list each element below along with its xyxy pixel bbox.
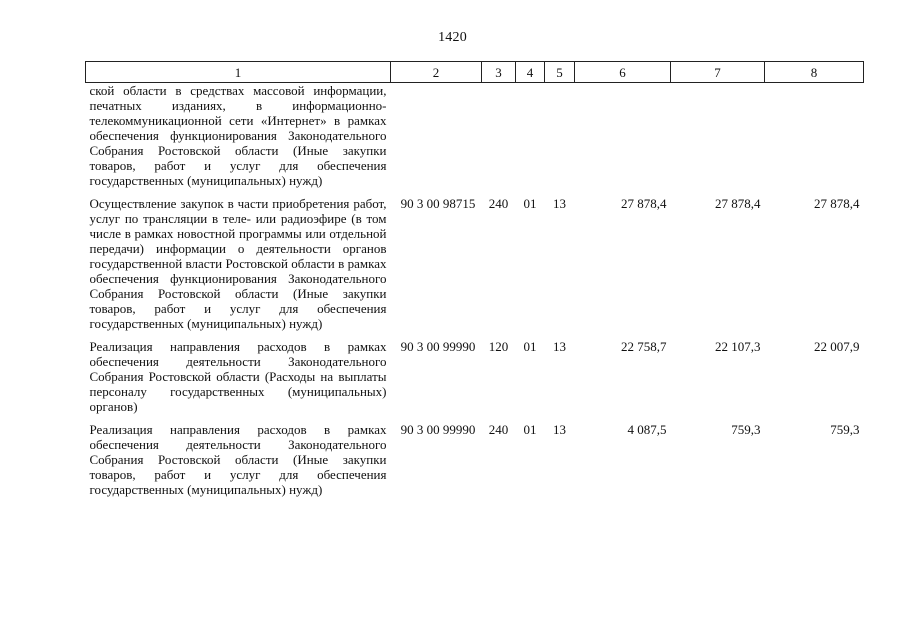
row-amount-2: 27 878,4 [715, 196, 761, 211]
row-section: 01 [523, 339, 537, 354]
header-col-3: 3 [482, 62, 516, 83]
row-target-code: 90 3 00 99990 [400, 339, 476, 354]
row-target-code: 90 3 00 98715 [400, 196, 476, 211]
table-header [86, 62, 864, 83]
row-section: 01 [523, 196, 537, 211]
row-amount-3: 22 007,9 [814, 339, 860, 354]
row-target-code [391, 83, 482, 195]
row-amount-1: 27 878,4 [621, 196, 667, 211]
row-description: Осуществление закупок в части приобретения работ, услуг по трансляции в теле- или радиоэфире (в том числе в рамках новостной программы или отдельной передачи) информации о деятельности органов государственной власти Ростовской области в рамках обеспечения функционирования Законодательного Собрания Ростовской области (Иные закупки товаров, работ и услуг для обеспечения государственных (муниципальных) нужд) [89, 196, 387, 331]
table-row [86, 83, 864, 195]
row-subsection: 13 [553, 196, 566, 211]
table-body [86, 83, 864, 504]
row-section: 01 [523, 422, 537, 437]
header-col-8: 8 [765, 62, 864, 83]
header-row [86, 62, 864, 83]
row-expense-type: 240 [488, 196, 509, 211]
row-subsection [545, 83, 575, 195]
table-row [86, 194, 864, 337]
row-amount-3: 27 878,4 [814, 196, 860, 211]
row-description: ской области в средствах массовой информации, печатных изданиях, в информационно-телекоммуникационной сети «Интернет» в рамках обеспечения функционирования Законодательного Собрания Ростовской области (Иные закупки товаров, работ и услуг для обеспечения государственных (муниципальных) нужд) [89, 83, 387, 188]
table-row [86, 420, 864, 503]
row-subsection: 13 [553, 422, 566, 437]
header-col-1: 1 [86, 62, 391, 83]
header-col-4: 4 [516, 62, 545, 83]
row-expense-type [482, 83, 516, 195]
row-section [516, 83, 545, 195]
row-amount-2: 759,3 [731, 422, 761, 437]
row-amount-1: 22 758,7 [621, 339, 667, 354]
row-amount-3 [765, 83, 864, 195]
row-subsection: 13 [553, 339, 566, 354]
budget-table [85, 61, 864, 503]
row-expense-type: 120 [488, 339, 509, 354]
row-amount-1 [575, 83, 671, 195]
row-description: Реализация направления расходов в рамках обеспечения деятельности Законодательного Собрания Ростовской области (Расходы на выплаты персоналу государственных (муниципальных) органов) [89, 339, 387, 414]
header-col-6: 6 [575, 62, 671, 83]
row-amount-3: 759,3 [830, 422, 860, 437]
row-description: Реализация направления расходов в рамках обеспечения деятельности Законодательного Собрания Ростовской области (Иные закупки товаров, работ и услуг для обеспечения государственных (муниципальных) нужд) [89, 422, 387, 497]
row-amount-2 [671, 83, 765, 195]
header-col-5: 5 [545, 62, 575, 83]
row-amount-2: 22 107,3 [715, 339, 761, 354]
row-amount-1: 4 087,5 [627, 422, 667, 437]
header-col-7: 7 [671, 62, 765, 83]
table-row [86, 337, 864, 420]
header-col-2: 2 [391, 62, 482, 83]
page-number: 1420 [438, 30, 467, 45]
row-target-code: 90 3 00 99990 [400, 422, 476, 437]
row-expense-type: 240 [488, 422, 509, 437]
